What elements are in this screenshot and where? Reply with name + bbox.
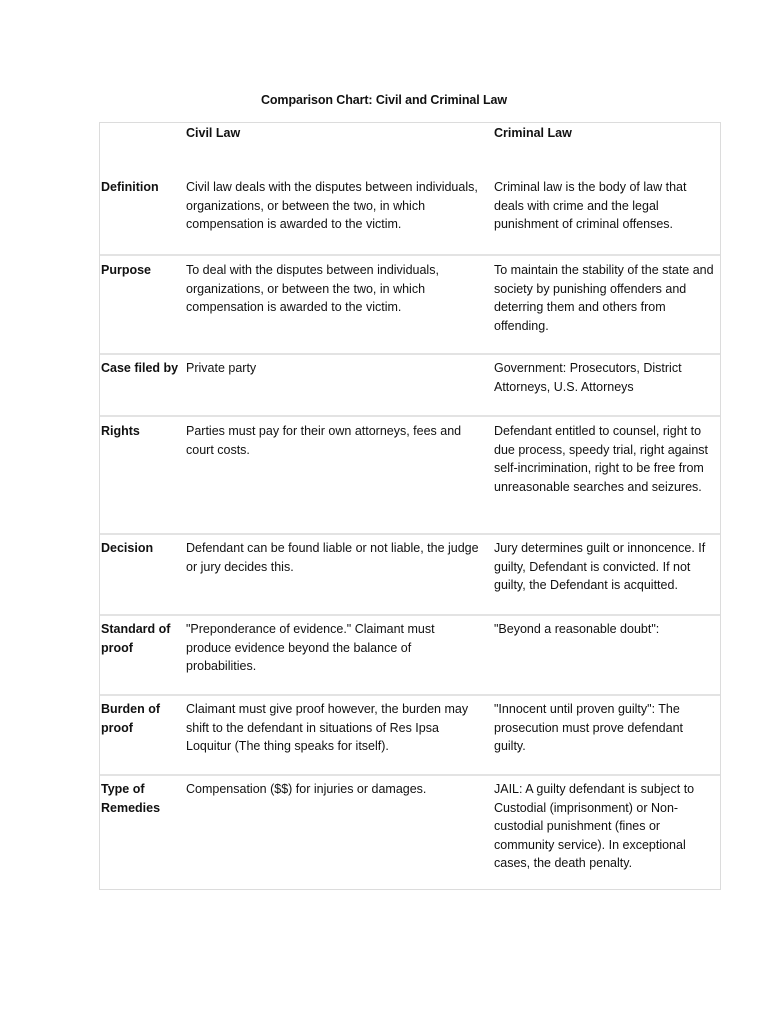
table-row-decision (100, 533, 720, 614)
table-row-definition (100, 166, 720, 254)
criminal-cell: "Innocent until proven guilty": The prosecution must prove defendant guilty. (494, 702, 684, 754)
row-label: Type of Remedies (101, 782, 161, 815)
civil-cell: Claimant must give proof however, the burden may shift to the defendant in situations of Res Ipsa Loquitur (The thing speaks for itself). (186, 702, 469, 754)
row-label: Standard of proof (101, 622, 171, 655)
comparison-table (99, 122, 721, 890)
criminal-cell: Jury determines guilt or innoncence. If guilty, Defendant is convicted. If not guilty, the Defendant is acquitted. (494, 541, 706, 593)
page-title: Comparison Chart: Civil and Criminal Law (260, 93, 508, 107)
row-label: Burden of proof (101, 702, 161, 735)
column-header-civil: Civil Law (186, 126, 241, 140)
civil-cell: Civil law deals with the disputes between individuals, organizations, or between the two, in which compensation is awarded to the victim. (186, 180, 478, 232)
civil-cell: Parties must pay for their own attorneys, fees and court costs. (186, 424, 462, 457)
table-row-rights (100, 415, 720, 533)
row-label: Definition (101, 180, 159, 194)
table-row-burden-of-proof (100, 694, 720, 774)
row-label: Decision (101, 541, 154, 555)
civil-cell: To deal with the disputes between individuals, organizations, or between the two, in which compensation is awarded to the victim. (186, 263, 439, 315)
table-row-case-filed-by (100, 353, 720, 415)
table-header-row (100, 123, 720, 166)
row-label: Rights (101, 424, 140, 438)
table-row-type-of-remedies (100, 774, 720, 889)
civil-cell: Defendant can be found liable or not liable, the judge or jury decides this. (186, 541, 479, 574)
table-row-purpose (100, 254, 720, 353)
criminal-cell: Government: Prosecutors, District Attorneys, U.S. Attorneys (494, 361, 682, 394)
civil-cell: Compensation ($$) for injuries or damages. (186, 782, 427, 796)
column-header-criminal: Criminal Law (494, 126, 572, 140)
table-row-standard-of-proof (100, 614, 720, 694)
civil-cell: Private party (186, 361, 257, 375)
criminal-cell: Defendant entitled to counsel, right to due process, speedy trial, right against self-incrimination, right to be free from unreasonable searches and seizures. (494, 424, 709, 494)
row-label: Case filed by (101, 361, 179, 375)
criminal-cell: To maintain the stability of the state and society by punishing offenders and deterring them and others from offending. (494, 263, 714, 333)
criminal-cell: JAIL: A guilty defendant is subject to Custodial (imprisonment) or Non-custodial punishment (fines or community service). In exceptional cases, the death penalty. (494, 782, 695, 871)
criminal-cell: "Beyond a reasonable doubt": (494, 622, 660, 636)
civil-cell: "Preponderance of evidence." Claimant must produce evidence beyond the balance of probabilities. (186, 622, 435, 674)
criminal-cell: Criminal law is the body of law that deals with crime and the legal punishment of criminal offenses. (494, 180, 687, 232)
row-label: Purpose (101, 263, 152, 277)
